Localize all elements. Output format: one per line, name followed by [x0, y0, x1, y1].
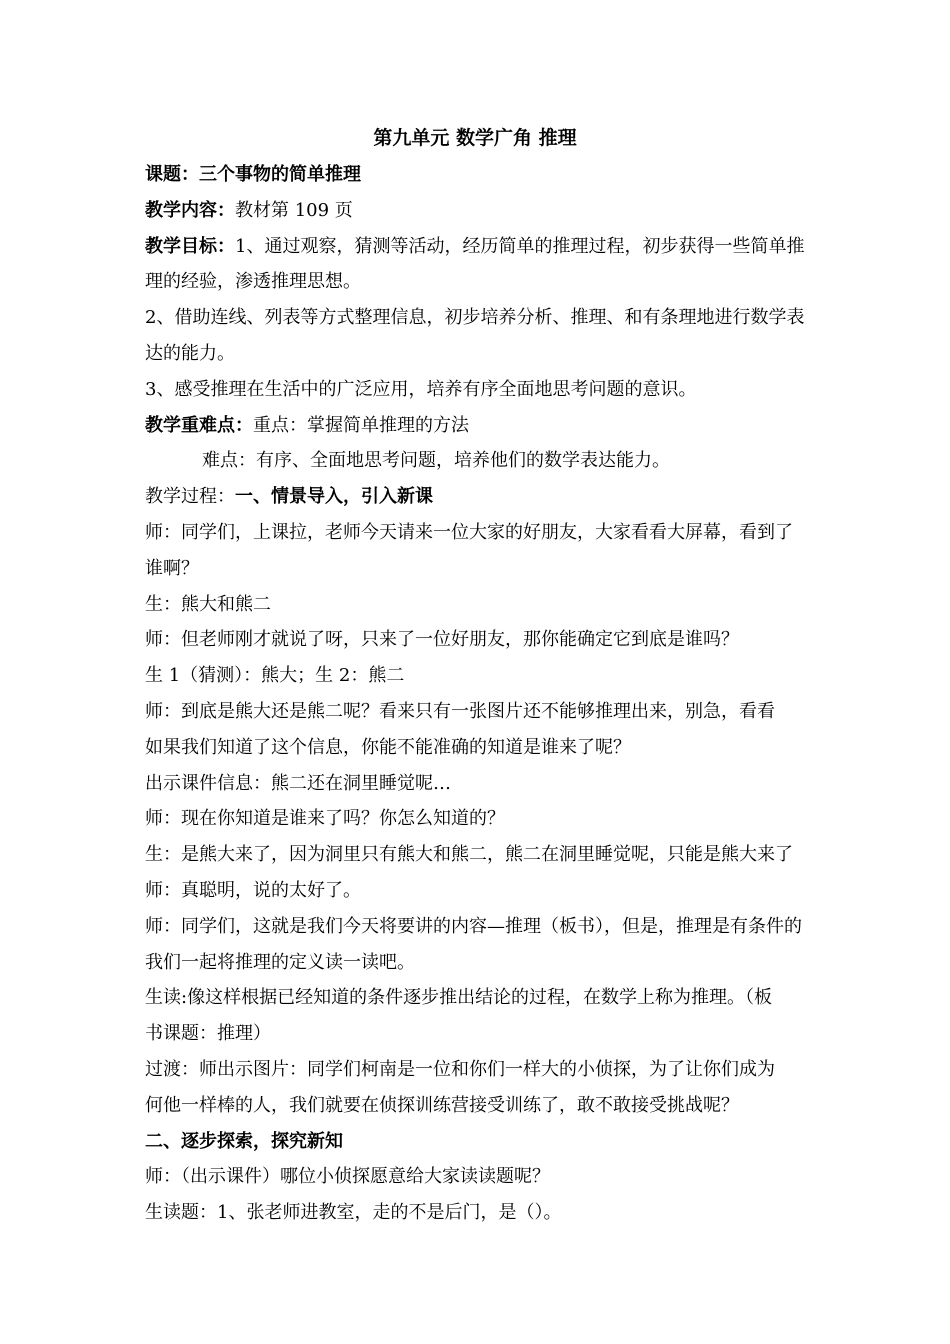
process-label: 教学过程： [145, 486, 235, 508]
objectives-line-2: 理的经验，渗透推理思想。 [145, 271, 361, 293]
dialogue-line: 师：真聪明，说的太好了。 [145, 879, 361, 901]
dialogue-line: 生：是熊大来了，因为洞里只有熊大和熊二，熊二在洞里睡觉呢，只能是熊大来了 [145, 844, 793, 866]
section2-heading: 二、逐步探索，探究新知 [145, 1130, 343, 1152]
topic-label: 课题： [145, 164, 199, 185]
document-body [145, 157, 810, 1231]
dialogue-line: 师：但老师刚才就说了呀，只来了一位好朋友，那你能确定它到底是谁吗？ [145, 629, 739, 651]
keypoints-label: 教学重难点： [145, 414, 253, 436]
dialogue-line: 师：同学们，这就是我们今天将要讲的内容—推理（板书），但是，推理是有条件的 [145, 915, 802, 937]
dialogue-line: 师：同学们，上课拉，老师今天请来一位大家的好朋友，大家看看大屏幕，看到了 [145, 521, 793, 543]
objectives-text-1: 1、通过观察，猜测等活动，经历简单的推理过程，初步获得一些简单推 [235, 235, 805, 257]
dialogue-line: 师：到底是熊大还是熊二呢？看来只有一张图片还不能够推理出来，别急，看看 [145, 700, 775, 722]
content-label: 教学内容： [145, 199, 235, 221]
objectives-line-4: 达的能力。 [145, 342, 235, 364]
dialogue-line: 生读:像这样根据已经知道的条件逐步推出结论的过程，在数学上称为推理。（板 [145, 987, 773, 1009]
process-line [145, 479, 810, 515]
dialogue-line: 生：熊大和熊二 [145, 593, 271, 615]
dialogue2-line: 生读题：1、张老师进教室，走的不是后门，是（）。 [145, 1202, 562, 1224]
dialogue-line: 如果我们知道了这个信息，你能不能准确的知道是谁来了呢？ [145, 736, 631, 758]
keypoints-difficulty: 难点：有序、全面地思考问题，培养他们的数学表达能力。 [202, 450, 670, 472]
dialogue-line: 生 1（猜测）：熊大；生 2：熊二 [145, 665, 405, 687]
content-line [145, 193, 810, 229]
topic-line [145, 157, 810, 193]
dialogue-line: 我们一起将推理的定义读一读吧。 [145, 951, 415, 973]
dialogue-line: 出示课件信息：熊二还在洞里睡觉呢… [145, 772, 451, 794]
dialogue-line: 师：现在你知道是谁来了吗？你怎么知道的？ [145, 808, 505, 830]
dialogue2-line: 师：（出示课件）哪位小侦探愿意给大家读读题呢？ [145, 1166, 550, 1188]
keypoints-line [145, 408, 810, 444]
section1-heading: 一、情景导入，引入新课 [235, 486, 433, 508]
content-value: 教材第 109 页 [235, 199, 353, 221]
page-title: 第九单元 数学广角 推理 [373, 127, 577, 149]
objectives-line-3: 2、借助连线、列表等方式整理信息，初步培养分析、推理、和有条理地进行数学表 [145, 307, 805, 329]
keypoints-key: 重点：掌握简单推理的方法 [253, 414, 469, 436]
dialogue-line: 过渡：师出示图片：同学们柯南是一位和你们一样大的小侦探，为了让你们成为 [145, 1058, 775, 1080]
objectives-line-1 [145, 229, 810, 265]
objectives-line-5: 3、感受推理在生活中的广泛应用，培养有序全面地思考问题的意识。 [145, 378, 697, 400]
topic-value: 三个事物的简单推理 [199, 164, 361, 185]
objectives-label: 教学目标： [145, 235, 235, 257]
dialogue-line: 何他一样棒的人，我们就要在侦探训练营接受训练了，敢不敢接受挑战呢？ [145, 1094, 739, 1116]
dialogue-line: 书课题：推理） [145, 1023, 271, 1045]
dialogue-line: 谁啊？ [145, 557, 199, 579]
